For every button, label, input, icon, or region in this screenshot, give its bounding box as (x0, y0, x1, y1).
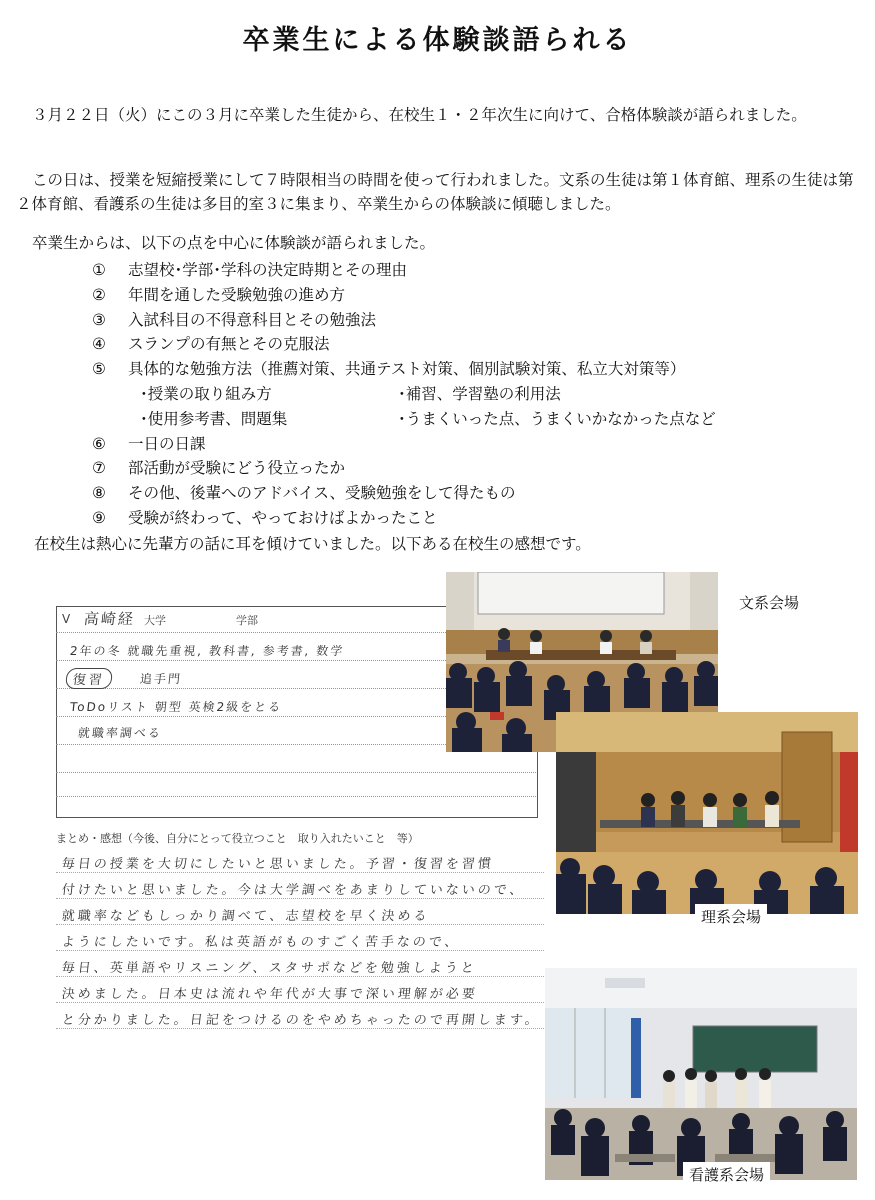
essay-line-text: 毎日、英単語やリスニング、スタサポなどを勉強しようと (61, 961, 478, 976)
university-name: 高崎経 (83, 610, 136, 628)
note-line: 2年の冬 就職先重視, 教科書, 参考書, 数学 (69, 644, 346, 658)
summary-heading: まとめ・感想（今後、自分にとって役立つこと 取り入れたいこと 等） (56, 832, 419, 845)
essay-line-text: 就職率などもしっかり調べて、志望校を早く決める (61, 909, 431, 924)
university-label: 大学 (144, 614, 166, 627)
rikei-caption: 理系会場 (695, 904, 767, 929)
essay-line-text: ようにしたいです。私は英語がものすごく苦手なので、 (61, 935, 462, 950)
sheet-v-label: V (62, 612, 71, 626)
kango-caption: 看護系会場 (683, 1162, 770, 1187)
essay-line-text: と分かりました。日記をつけるのをやめちゃったので再開します。 (61, 1013, 542, 1028)
department-label: 学部 (236, 614, 258, 627)
essay-line-text: 付けたいと思いました。今は大学調べをあまりしていないので、 (61, 883, 527, 898)
essay-line-text: 決めました。日本史は流れや年代が大事で深い理解が必要 (61, 987, 479, 1002)
kango-venue-photo (545, 968, 857, 1180)
rikei-venue-photo (556, 712, 858, 914)
note-circled-word: 復習 (65, 668, 113, 689)
event-paragraph: この日は、授業を短縮授業にして７時限相当の時間を使って行われました。文系の生徒は第１体育館、理系の生徒は第２体育館、看護系の生徒は多目的室３に集まり、卒業生からの体験談に傾聴しました。 (16, 171, 854, 213)
page-title: 卒業生による体験談語られる (242, 25, 633, 56)
intro-paragraph: ３月２２日（火）にこの３月に卒業した生徒から、在校生１・２年次生に向けて、合格体験談が語られました。 (32, 106, 807, 124)
closing-paragraph: 在校生は熱心に先輩方の話に耳を傾けていました。以下ある在校生の感想です。 (34, 535, 591, 553)
note-line: 就職率調べる (77, 726, 163, 740)
bunkei-caption: 文系会場 (733, 590, 805, 615)
note-line: ToDoリスト 朝型 英検2級をとる (69, 700, 283, 714)
essay-line-text: 毎日の授業を大切にしたいと思いました。予習・復習を習慣 (61, 857, 495, 872)
points-intro: 卒業生からは、以下の点を中心に体験談が語られました。 (32, 234, 436, 252)
note-line: 追手門 (139, 672, 183, 686)
